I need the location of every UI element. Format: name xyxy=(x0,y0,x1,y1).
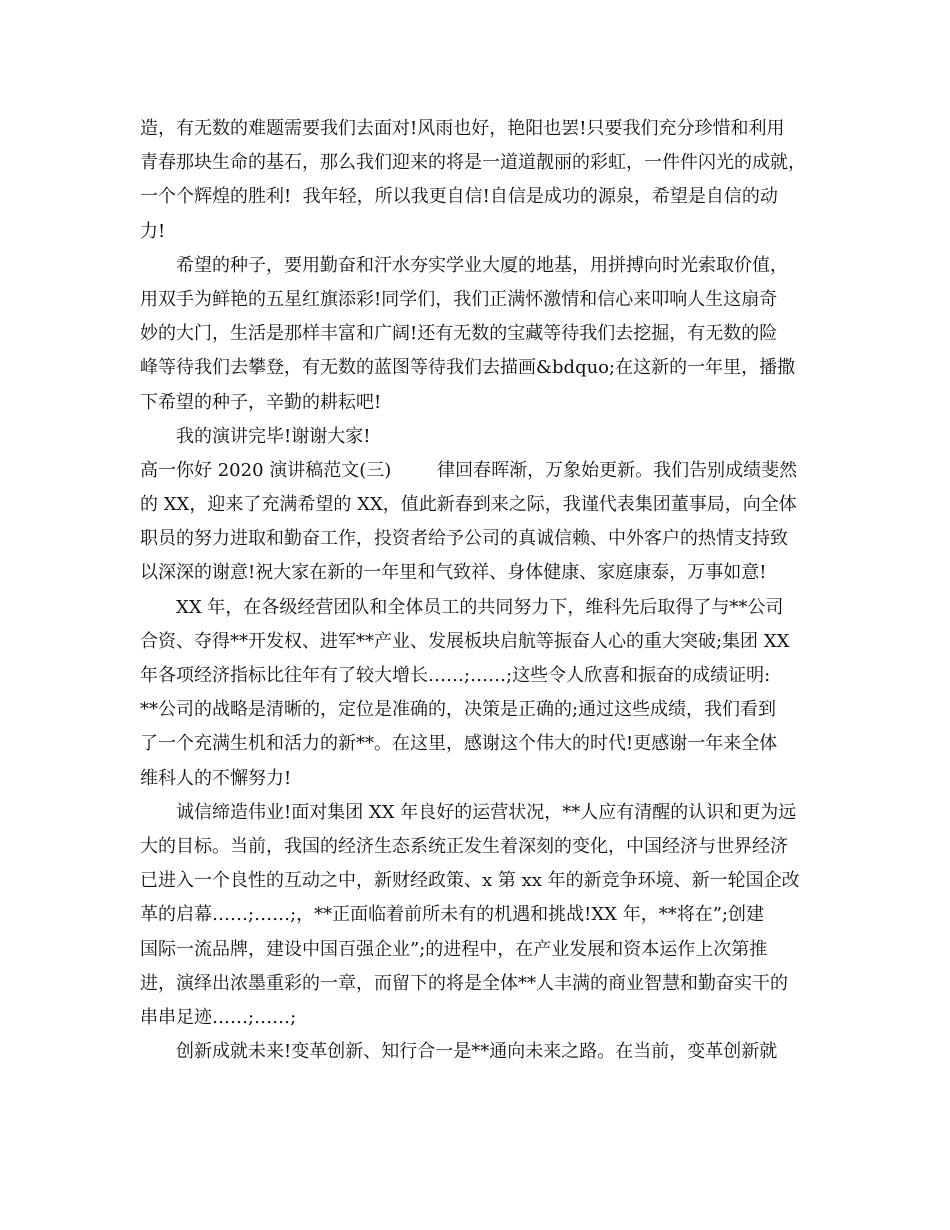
text-line: 革的启幕……;……;，**正面临着前所未有的机遇和挑战!XX 年，**将在”;创建 xyxy=(140,904,764,926)
text-line: 青春那块生命的基石，那么我们迎来的将是一道道靓丽的彩虹，一件件闪光的成就， xyxy=(140,152,806,174)
text-line: 职员的努力进取和勤奋工作，投资者给予公司的真诚信赖、中外客户的热情支持致 xyxy=(140,528,788,550)
text-line: 进，演绎出浓墨重彩的一章，而留下的将是全体**人丰满的商业智慧和勤奋实干的 xyxy=(140,972,788,994)
text-line: 力! xyxy=(140,220,166,242)
text-line: 的 XX，迎来了充满希望的 XX，值此新春到来之际，我谨代表集团董事局，向全体 xyxy=(140,494,797,516)
text-line: 妙的大门，生活是那样丰富和广阔!还有无数的宝藏等待我们去挖掘，有无数的险 xyxy=(140,323,778,345)
text-line: 了一个充满生机和活力的新**。在这里，感谢这个伟大的时代!更感谢一年来全体 xyxy=(140,733,778,755)
text-line: 大的目标。当前，我国的经济生态系统正发生着深刻的变化，中国经济与世界经济 xyxy=(140,835,788,857)
text-line: 诚信缔造伟业!面对集团 XX 年良好的运营状况，**人应有清醒的认识和更为远 xyxy=(176,801,797,823)
text-line: 串串足迹……;……; xyxy=(140,1006,297,1028)
text-line: **公司的战略是清晰的，定位是准确的，决策是正确的;通过这些成绩，我们看到 xyxy=(140,699,777,721)
section-title-line: 高一你好 2020 演讲稿范文(三) 律回春晖渐，万象始更新。我们告别成绩斐然 xyxy=(140,459,798,481)
text-line: XX 年，在各级经营团队和全体员工的共同努力下，维科先后取得了与**公司 xyxy=(176,596,784,618)
text-line: 合资、夺得**开发权、进军**产业、发展板块启航等振奋人心的重大突破;集团 XX xyxy=(140,630,790,652)
text-line: 用双手为鲜艳的五星红旗添彩!同学们，我们正满怀激情和信心来叩响人生这扇奇 xyxy=(140,288,778,310)
text-line: 一个个辉煌的胜利! 我年轻，所以我更自信!自信是成功的源泉，希望是自信的动 xyxy=(140,186,778,208)
text-line: 峰等待我们去攀登，有无数的蓝图等待我们去描画&bdquo;在这新的一年里，播撒 xyxy=(140,357,796,379)
text-line: 已进入一个良性的互动之中，新财经政策、x 第 xx 年的新竞争环境、新一轮国企改 xyxy=(140,870,800,892)
text-line: 造，有无数的难题需要我们去面对!风雨也好，艳阳也罢!只要我们充分珍惜和利用 xyxy=(140,118,785,139)
text-line: 我的演讲完毕!谢谢大家! xyxy=(176,425,371,447)
text-line: 国际一流品牌，建设中国百强企业”;的进程中，在产业发展和资本运作上次第推 xyxy=(140,938,768,960)
text-line: 年各项经济指标比往年有了较大增长……;……;这些令人欣喜和振奋的成绩证明: xyxy=(140,665,771,686)
text-line: 下希望的种子，辛勤的耕耘吧! xyxy=(140,391,382,413)
text-line: 希望的种子，要用勤奋和汗水夯实学业大厦的地基，用拼搏向时光索取价值， xyxy=(176,254,788,276)
document-body xyxy=(140,112,820,1069)
text-line: 创新成就未来!变革创新、知行合一是**通向未来之路。在当前，变革创新就 xyxy=(176,1041,778,1063)
text-line: 维科人的不懈努力! xyxy=(140,767,292,789)
text-line: 以深深的谢意!祝大家在新的一年里和气致祥、身体健康、家庭康泰，万事如意! xyxy=(140,562,767,584)
